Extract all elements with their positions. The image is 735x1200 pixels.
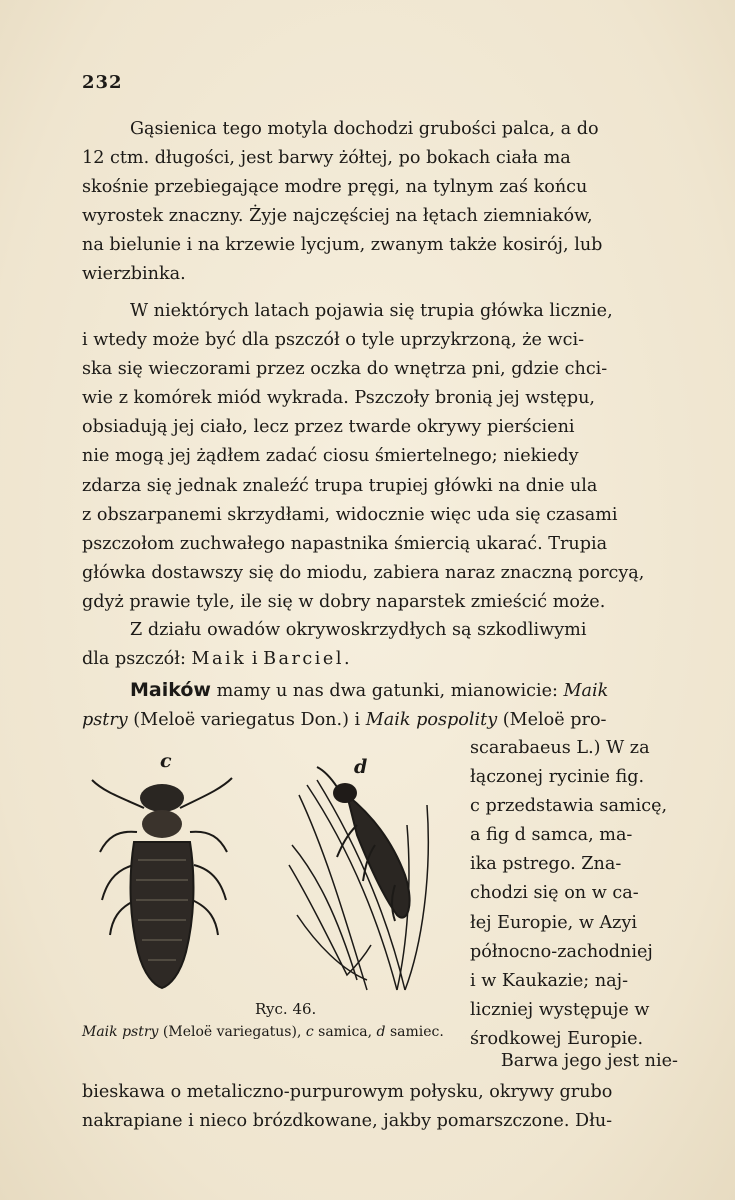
text-line: Gąsienica tego motyla dochodzi grubości palca, a do [130, 119, 599, 139]
text-line: środkowej Europie. [470, 1028, 644, 1049]
text-line: scarabaeus L.) W za [470, 738, 650, 758]
text-line: północno-zachodniej [470, 941, 653, 962]
text-line: zdarza się jednak znaleźć trupa trupiej główki na dnie ula [82, 475, 598, 496]
text-line: pszczołom zuchwałego napastnika śmiercią ukarać. Trupia [82, 533, 608, 554]
text-run: . [343, 649, 350, 670]
text-run: mamy u nas dwa gatunki, mianowicie: [210, 681, 564, 702]
text-line: Barwa jego jest nie- [500, 1051, 678, 1071]
figure-number: Ryc. 46. [255, 1000, 317, 1018]
caption-text: samica, [313, 1024, 377, 1040]
text-line: wie z komórek miód wykrada. Pszczoły bronią jej wstępu, [82, 388, 596, 409]
section-heading: Maików [130, 679, 211, 702]
text-line: chodzi się on w ca- [470, 883, 639, 904]
text-line: wierzbinka. [82, 264, 186, 285]
text-line: c przedstawia samicę, [470, 796, 668, 817]
beetle-female-illustration [82, 770, 252, 1005]
text-line: liczniej występuje w [470, 999, 650, 1020]
beetle-figure [82, 750, 462, 1005]
text-run: dla pszczół: [82, 649, 192, 670]
text-line: wyrostek znaczny. Żyje najczęściej na łętach ziemniaków, [82, 206, 593, 227]
text-line: W niektórych latach pojawia się trupia główka licznie, [130, 301, 613, 321]
caption-text: (Meloë variegatus), [158, 1024, 306, 1040]
figure-label-d: d [354, 756, 368, 778]
italic-run: pstry [82, 710, 128, 731]
spaced-term-barciel: Barciel [263, 649, 344, 670]
italic-run: Maik [563, 681, 609, 702]
caption-italic: d [376, 1024, 386, 1040]
text-line: nakrapiane i nieco brózdkowane, jakby pomarszczone. Dłu- [82, 1111, 613, 1132]
italic-run: Maik pospolity [365, 710, 498, 731]
text-line: na bielunie i na krzewie lycjum, zwanym także kosirój, lub [82, 235, 603, 256]
text-line: Z działu owadów okrywoskrzydłych są szkodliwymi [130, 620, 587, 640]
text-line [82, 645, 678, 674]
text-line: obsiadują jej ciało, lecz przez twarde okrywy pierścieni [82, 417, 575, 438]
text-line: i w Kaukazie; naj- [470, 970, 629, 991]
text-run: (Meloë variegatus Don.) i [127, 710, 366, 731]
figure-label-c: c [160, 750, 172, 772]
text-line: bieskawa o metaliczno-purpurowym połysku, okrywy grubo [82, 1082, 613, 1102]
beetle-male-on-leaf-illustration [287, 765, 457, 995]
spaced-term-maik: Maik [191, 649, 247, 670]
text-line [82, 676, 678, 706]
paragraph-caterpillar [82, 115, 678, 290]
text-line: główka dostawszy się do miodu, zabiera naraz znaczną porcyą, [82, 562, 645, 583]
text-line: skośnie przebiegające modre pręgi, na tylnym zaś końcu [82, 177, 588, 198]
paragraph-death-head [82, 297, 678, 617]
text-line: ika pstrego. Zna- [470, 854, 622, 875]
text-line: 12 ctm. długości, jest barwy żółtej, po bokach ciała ma [82, 148, 571, 169]
text-line: z obszarpanemi skrzydłami, widocznie więc uda się czasami [82, 504, 618, 525]
text-line: łączonej rycinie fig. [470, 767, 645, 788]
caption-text: samiec. [385, 1024, 444, 1040]
paragraph-color [82, 1078, 678, 1136]
text-line: i wtedy może być dla pszczół o tyle uprzykrzoną, że wci- [82, 330, 585, 351]
text-run: i [246, 649, 264, 670]
caption-italic: Maik pstry [82, 1024, 159, 1040]
figure-caption [82, 1024, 444, 1040]
page-number: 232 [82, 72, 123, 93]
text-line [82, 706, 678, 735]
text-line: a fig d samca, ma- [470, 825, 633, 846]
text-line: ska się wieczorami przez oczka do wnętrza pni, gdzie chci- [82, 359, 608, 380]
caption-italic: c [305, 1024, 314, 1040]
text-line: gdyż prawie tyle, ile się w dobry naparstek zmieścić może. [82, 591, 606, 612]
paragraph-beetles [82, 616, 678, 735]
text-line: nie mogą jej żądłem zadać ciosu śmiertelnego; niekiedy [82, 446, 579, 467]
float-text-column [470, 734, 678, 1054]
text-run: (Meloë pro- [497, 710, 607, 731]
text-line: łej Europie, w Azyi [470, 912, 638, 933]
